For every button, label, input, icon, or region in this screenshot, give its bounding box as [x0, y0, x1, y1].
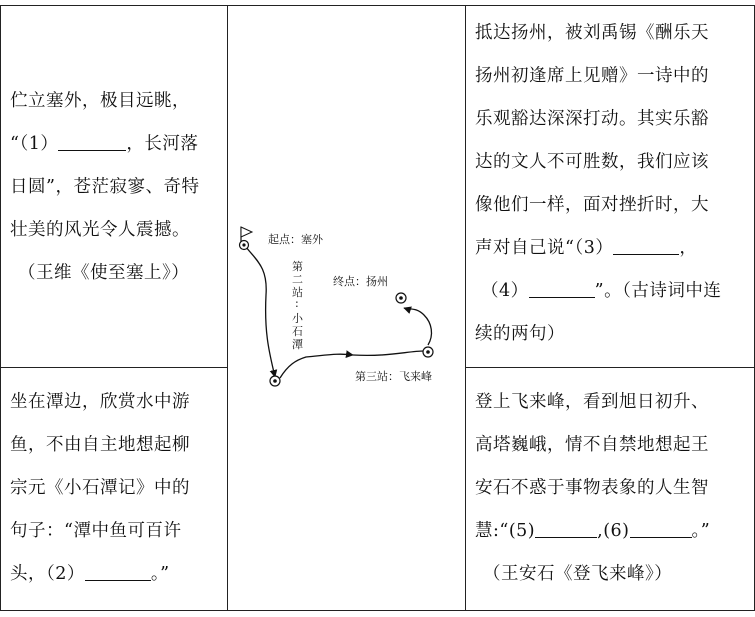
svg-text:站: 站: [292, 286, 303, 299]
svg-text:石: 石: [292, 325, 303, 338]
text-line: 宗元《小石潭记》中的: [10, 478, 190, 498]
text-line: 达的文人不可胜数，我们应该: [475, 152, 709, 172]
text-line: 高塔巍峨，情不自禁地想起王: [475, 435, 709, 455]
text-line: 。”: [150, 564, 170, 584]
text-line: 。”: [691, 521, 711, 541]
svg-text:第: 第: [292, 260, 303, 273]
route-segment-3: [353, 351, 424, 355]
route-segment-1: [246, 247, 275, 377]
route-segment-2: [280, 354, 353, 378]
text-line: （4）: [481, 281, 529, 301]
text-line: 伫立塞外，极目远眺，: [10, 91, 190, 111]
text-line: “（1）: [10, 134, 59, 154]
svg-text:小: 小: [292, 312, 303, 325]
svg-text::: :: [295, 297, 299, 310]
text-line: 乐观豁达深深打动。其实乐豁: [475, 109, 709, 129]
svg-text:二: 二: [292, 273, 303, 286]
text-line: 声对自己说“（3）: [475, 238, 614, 258]
source-note: （王安石《登飞来峰》）: [483, 564, 673, 584]
text-line: 慧:“(5): [475, 521, 536, 541]
text-line: 像他们一样，面对挫折时，大: [475, 195, 709, 215]
station2-label: [292, 260, 304, 351]
answer-blank-1[interactable]: [58, 133, 126, 152]
text-line: 抵达扬州，被刘禹锡《酬乐天: [475, 23, 709, 43]
text-line: 句子：“潭中鱼可百许: [10, 521, 182, 541]
text-line: 登上飞来峰，看到旭日初升、: [475, 392, 709, 412]
route-segment-4: [404, 308, 431, 345]
end-label: 终点：扬州: [333, 275, 388, 288]
text-line: 鱼，不由自主地想起柳: [10, 435, 190, 455]
station-marker-icon: [270, 376, 280, 386]
cell-fei-lai-feng: [475, 381, 747, 596]
svg-text:潭: 潭: [292, 338, 303, 351]
start-flag-icon: [240, 227, 253, 250]
answer-blank-4[interactable]: [529, 280, 595, 299]
text-line: 坐在潭边，欣赏水中游: [10, 392, 190, 412]
text-line: 头，（2）: [10, 564, 85, 584]
start-label: 起点：塞外: [268, 233, 323, 246]
cell-yang-zhou: [475, 12, 747, 356]
text-line: ,(6): [597, 521, 630, 541]
text-line: ”。（古诗词中连: [594, 281, 722, 301]
cell-xiao-shi-tan: [10, 381, 222, 596]
text-line: ，长河落: [126, 134, 199, 154]
text-line: 安石不惑于事物表象的人生智: [475, 478, 709, 498]
answer-blank-5[interactable]: [535, 520, 597, 539]
answer-blank-2[interactable]: [85, 563, 151, 582]
text-line: 扬州初逢席上见赠》一诗中的: [475, 66, 709, 86]
text-line: 日圆”，苍茫寂寥、奇特: [10, 177, 200, 197]
route-map: [228, 5, 463, 610]
text-line: 续的两句）: [475, 324, 565, 344]
source-note: （王维《使至塞上》）: [18, 263, 190, 283]
cell-sai-wai: [10, 80, 222, 295]
answer-blank-6[interactable]: [630, 520, 692, 539]
text-line: 壮美的风光令人震撼。: [10, 220, 190, 240]
station3-label: 第三站：飞来峰: [355, 370, 432, 383]
station-marker-icon: [423, 347, 433, 357]
text-line: ，: [679, 238, 698, 258]
answer-blank-3[interactable]: [613, 237, 679, 256]
end-marker-icon: [396, 293, 406, 303]
